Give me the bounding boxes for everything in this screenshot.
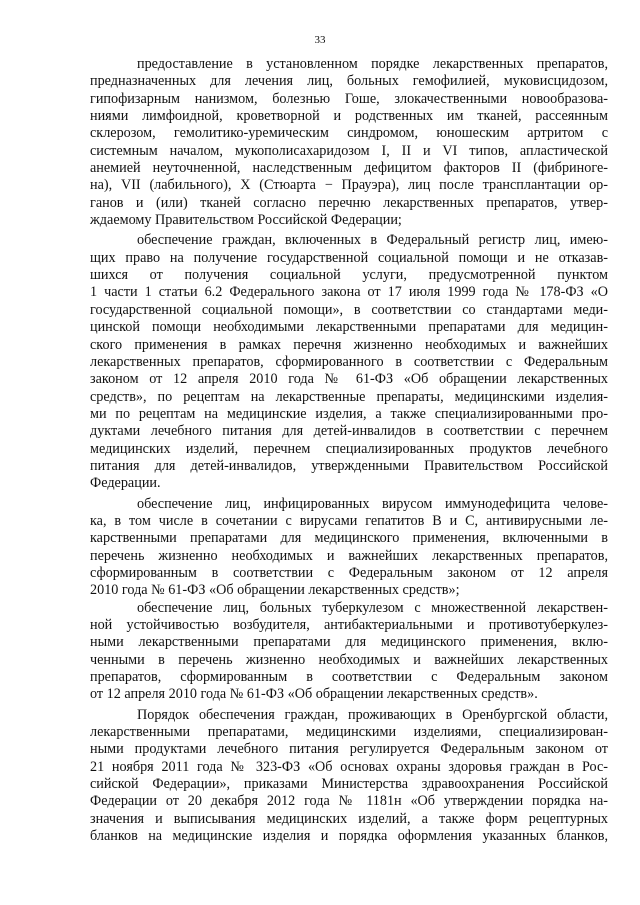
text-line: ными продуктами лечебного питания регулируется Федеральным законом от: [90, 741, 608, 758]
text-line: Федерации.: [90, 475, 161, 492]
text-line: средств», по рецептам на лекарственные препараты, медицинскими изделия-: [90, 388, 608, 405]
document-body: [90, 56, 608, 845]
text-line: карственными препаратами для медицинского применения, включенными в: [90, 530, 608, 547]
text-line: обеспечение лиц, больных туберкулезом с множественной лекарствен-: [137, 599, 608, 616]
text-line: обеспечение лиц, инфицированных вирусом иммунодефицита челове-: [137, 495, 608, 512]
text-line: анемией неуточненной, наследственным дефицитом факторов II (фибриноге-: [90, 160, 608, 177]
text-line: медицинских изделий, перечнем специализированных продуктов лечебного: [90, 440, 608, 457]
paragraph-tuberculosis-provision: [90, 600, 608, 704]
text-line: бланков на медицинские изделия и порядка оформления указанных бланков,: [90, 828, 608, 845]
text-line: ниями лимфоидной, кроветворной и родственных им тканей, рассеянным: [90, 108, 608, 125]
text-line: перечень жизненно необходимых и важнейших лекарственных препаратов,: [90, 547, 608, 564]
text-line: препаратов, сформированным в соответствии с Федеральным законом: [90, 669, 608, 686]
page-number: 33: [314, 34, 326, 46]
text-line: ка, в том числе в сочетании с вирусами гепатитов B и C, антивирусными ле-: [90, 512, 608, 529]
text-line: щих право на получение государственной социальной помощи и не отказав-: [90, 249, 608, 266]
text-line: ными лекарственными препаратами для медицинского применения, вклю-: [90, 634, 608, 651]
text-line: предназначенных для лечения лиц, больных гемофилией, муковисцидозом,: [90, 73, 608, 90]
text-line: лекарственных препаратов, сформированного в соответствии с Федеральным: [90, 353, 608, 370]
text-line: ченными в перечень жизненно необходимых и важнейших лекарственных: [90, 651, 608, 668]
paragraph-hiv-provision: [90, 496, 608, 600]
text-line: сформированным в соответствии с Федеральным законом от 12 апреля: [90, 564, 608, 581]
text-line: предоставление в установленном порядке лекарственных препаратов,: [137, 56, 608, 72]
paragraph-federal-register: [90, 232, 608, 492]
text-line: ной устойчивостью возбудителя, антибактериальными и противотуберкулез-: [90, 617, 608, 633]
text-line: склерозом, гемолитико-уремическим синдромом, юношеским артритом с: [90, 125, 608, 142]
text-line: дуктами лечебного питания для детей-инвалидов в соответствии с перечнем: [90, 423, 608, 440]
text-line: Порядок обеспечения граждан, проживающих в Оренбургской области,: [137, 706, 608, 723]
text-line: гипофизарным нанизмом, болезнью Гоше, злокачественными новообразова-: [90, 90, 608, 107]
text-line: 1 части 1 статьи 6.2 Федерального закона от 17 июля 1999 года № 178-ФЗ «О: [90, 284, 608, 301]
text-line: ждаемому Правительством Российской Федерации;: [90, 212, 402, 229]
text-line: обеспечение граждан, включенных в Федеральный регистр лиц, имею-: [137, 232, 608, 249]
paragraph-orenburg-procedure: [90, 707, 608, 846]
text-line: цинской помощи необходимыми лекарственными препаратами для медицин-: [90, 319, 608, 336]
text-line: ского применения в рамках перечня жизненно необходимых и важнейших: [90, 336, 608, 353]
text-line: 2010 года № 61-ФЗ «Об обращении лекарственных средств»;: [90, 582, 460, 599]
text-line: ми по рецептам на медицинские изделия, а также специализированными про-: [90, 405, 608, 422]
text-line: законом от 12 апреля 2010 года № 61-ФЗ «Об обращении лекарственных: [90, 371, 608, 388]
text-line: значения и выписывания медицинских изделий, а также форм рецептурных: [90, 810, 608, 827]
text-line: на), VII (лабильного), X (Стюарта − Прауэра), лиц после трансплантации ор-: [90, 177, 608, 194]
text-line: сийской Федерации», приказами Министерства здравоохранения Российской: [90, 776, 608, 793]
paragraph-medication-provision-list: [90, 56, 608, 229]
text-line: ганов и (или) тканей согласно перечню лекарственных препаратов, утвер-: [90, 194, 608, 211]
text-line: лекарственными препаратами, медицинскими изделиями, специализирован-: [90, 724, 608, 741]
text-line: шихся от получения социальной услуги, предусмотренной пунктом: [90, 267, 608, 284]
text-line: государственной социальной помощи», в соответствии со стандартами меди-: [90, 301, 608, 318]
text-line: от 12 апреля 2010 года № 61-ФЗ «Об обращении лекарственных средств».: [90, 686, 538, 703]
text-line: Федерации от 20 декабря 2012 года № 1181н «Об утверждении порядка на-: [90, 793, 608, 810]
text-line: системным началом, мукополисахаридозом I, II и VI типов, апластической: [90, 142, 608, 159]
text-line: 21 ноября 2011 года № 323-ФЗ «Об основах охраны здоровья граждан в Рос-: [90, 758, 608, 775]
text-line: питания для детей-инвалидов, утвержденными Правительством Российской: [90, 457, 608, 474]
